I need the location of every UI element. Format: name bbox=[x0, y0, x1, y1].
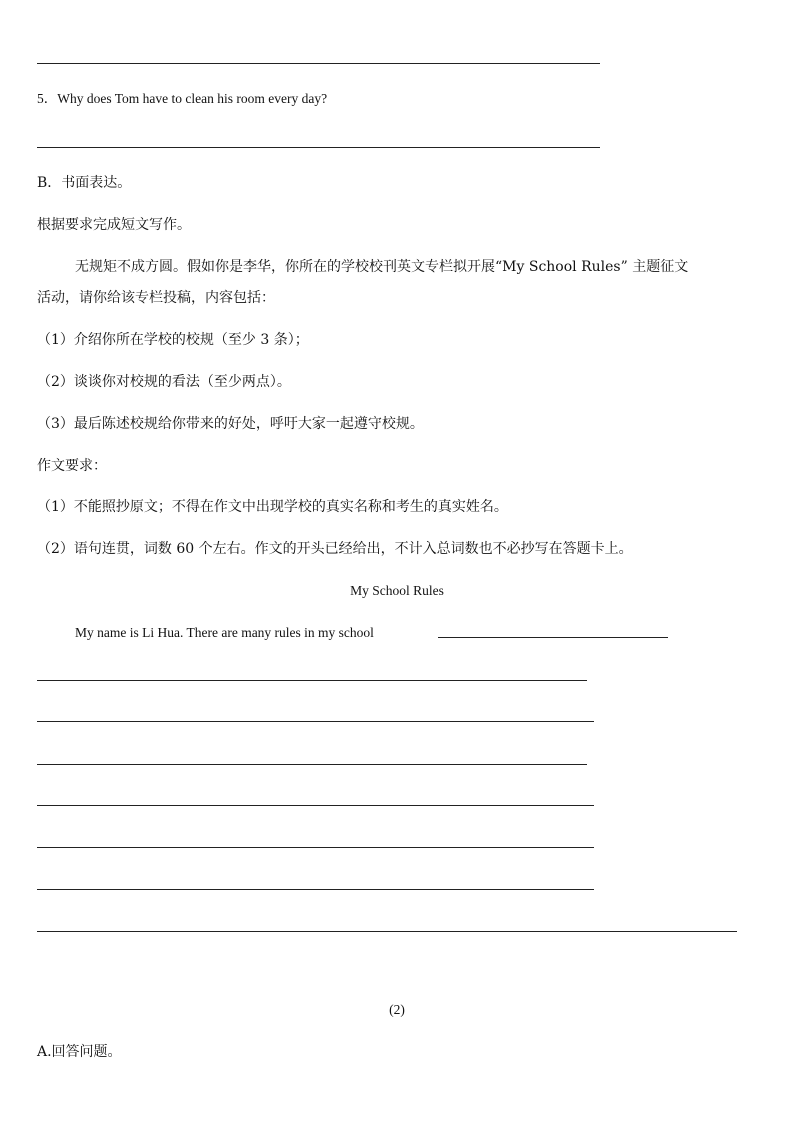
essay-line-2 bbox=[37, 721, 594, 722]
essay-start: My name is Li Hua. There are many rules in my school bbox=[75, 625, 374, 640]
essay-title: My School Rules bbox=[350, 583, 444, 598]
essay-line-3 bbox=[37, 764, 587, 765]
requirement-2: （2）谈谈你对校规的看法（至少两点）。 bbox=[37, 374, 291, 390]
instruction-text: 根据要求完成短文写作。 bbox=[37, 217, 191, 233]
question-5: 5．Why does Tom have to clean his room every day? bbox=[37, 91, 328, 106]
essay-line-5 bbox=[37, 847, 594, 848]
writing-requirements-title: 作文要求： bbox=[37, 458, 107, 474]
essay-line-7 bbox=[37, 931, 737, 932]
answer-line-top bbox=[37, 63, 600, 64]
writing-requirement-1: （1）不能照抄原文；不得在作文中出现学校的真实名称和考生的真实姓名。 bbox=[37, 499, 508, 515]
requirement-3: （3）最后陈述校规给你带来的好处，呼吁大家一起遵守校规。 bbox=[37, 416, 424, 432]
essay-line-4 bbox=[37, 805, 594, 806]
essay-line-1 bbox=[37, 680, 587, 681]
section-a-heading: A.回答问题。 bbox=[37, 1044, 122, 1060]
prompt-line-1: 无规矩不成方圆。假如你是李华，你所在的学校校刊英文专栏拟开展“My School Rules” 主题征文 bbox=[75, 259, 689, 275]
part-label: (2) bbox=[389, 1002, 405, 1017]
essay-line-6 bbox=[37, 889, 594, 890]
section-b-heading: B．书面表达。 bbox=[37, 175, 132, 191]
requirement-1: （1）介绍你所在学校的校规（至少 3 条）； bbox=[37, 332, 309, 348]
essay-line-0 bbox=[438, 637, 668, 638]
prompt-line-2: 活动，请你给该专栏投稿，内容包括： bbox=[37, 290, 275, 306]
answer-line-q5 bbox=[37, 147, 600, 148]
writing-requirement-2: （2）语句连贯，词数 60 个左右。作文的开头已经给出，不计入总词数也不必抄写在答题卡上。 bbox=[37, 541, 633, 557]
